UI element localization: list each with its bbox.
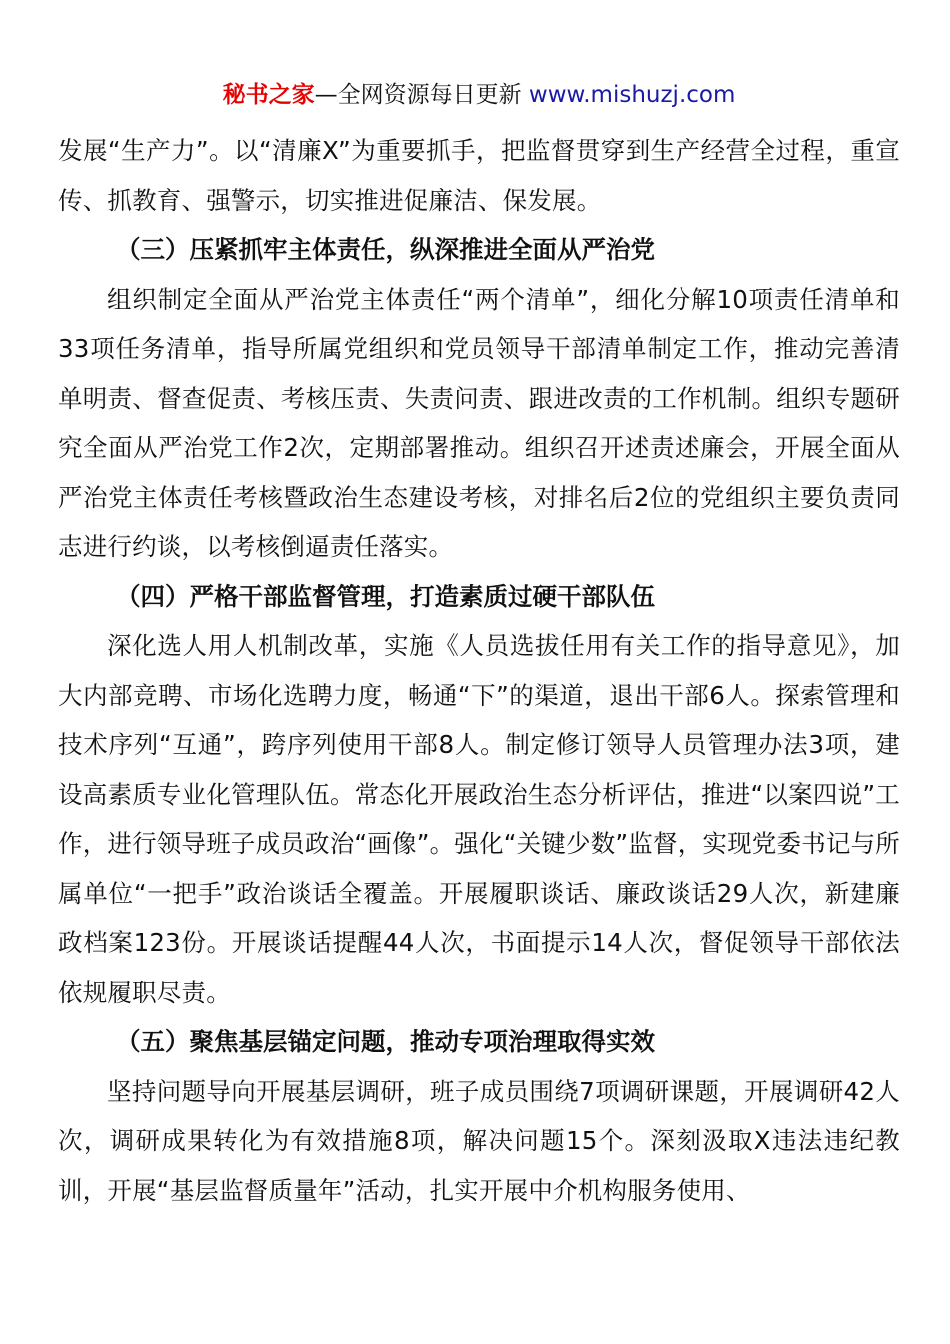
paragraph-section-5: 坚持问题导向开展基层调研，班子成员围绕7项调研课题，开展调研42人次，调研成果转化为有效措施8项，解决问题15个。深刻汲取X违法违纪教训，开展“基层监督质量年”活动，扎实开展中介机构服务使用、 (58, 1076, 900, 1205)
site-header (58, 78, 900, 112)
site-url-link[interactable]: www.mishuzj.com (528, 82, 736, 108)
section-heading-5: （五）聚焦基层锚定问题，推动专项治理取得实效 (116, 1027, 655, 1056)
section-heading-3: （三）压紧抓牢主体责任，纵深推进全面从严治党 (116, 235, 655, 264)
document-page (58, 78, 900, 1215)
brand-name: 秘书之家 (222, 82, 315, 108)
header-tagline: 全网资源每日更新 (337, 82, 529, 108)
paragraph-section-4: 深化选人用人机制改革，实施《人员选拔任用有关工作的指导意见》，加大内部竞聘、市场化选聘力度，畅通“下”的渠道，退出干部6人。探索管理和技术序列“互通”，跨序列使用干部8人。制定修订领导人员管理办法3项，建设高素质专业化管理队伍。常态化开展政治生态分析评估，推进“以案四说”工作，进行领导班子成员政治“画像”。强化“关键少数”监督，实现党委书记与所属单位“一把手”政治谈话全覆盖。开展履职谈话、廉政谈话29人次，新建廉政档案123份。开展谈话提醒44人次，书面提示14人次，督促领导干部依法依规履职尽责。 (58, 631, 900, 1007)
paragraph-continued: 发展“生产力”。以“清廉X”为重要抓手，把监督贯穿到生产经营全过程，重宣传、抓教育、强警示，切实推进促廉洁、保发展。 (58, 136, 900, 215)
header-dash: — (314, 82, 338, 108)
section-heading-4: （四）严格干部监督管理，打造素质过硬干部队伍 (116, 581, 655, 611)
paragraph-section-3: 组织制定全面从严治党主体责任“两个清单”，细化分解10项责任清单和33项任务清单，指导所属党组织和党员领导干部清单制定工作，推动完善清单明责、督查促责、考核压责、失责问责、跟进改责的工作机制。组织专题研究全面从严治党工作2次，定期部署推动。组织召开述责述廉会，开展全面从严治党主体责任考核暨政治生态建设考核，对排名后2位的党组织主要负责同志进行约谈，以考核倒逼责任落实。 (58, 284, 900, 561)
